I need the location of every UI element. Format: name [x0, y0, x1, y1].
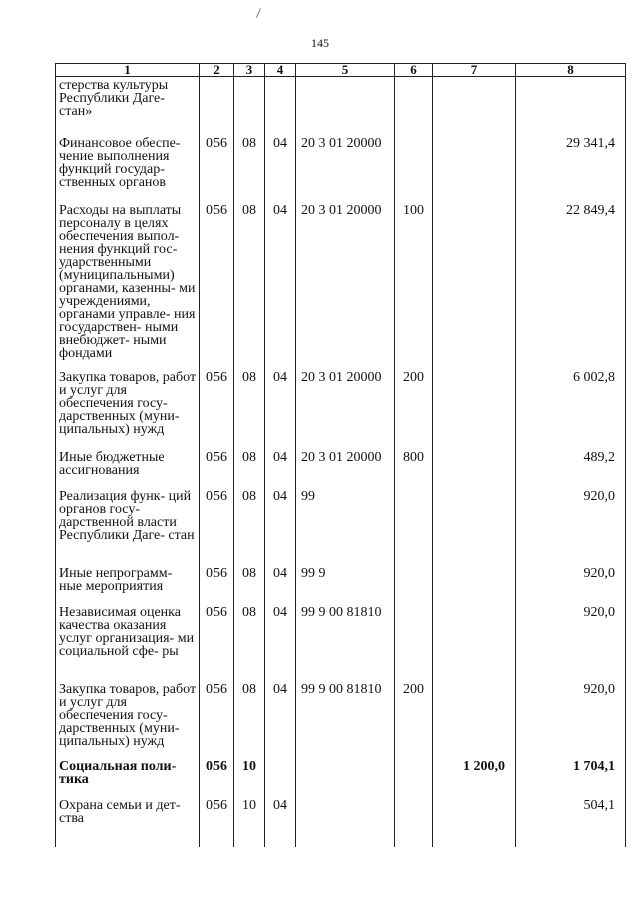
- cell-admin-code: 056: [200, 130, 234, 197]
- cell-expense-type: 200: [395, 364, 433, 444]
- cell-section: 08: [234, 560, 265, 599]
- header-col-5: 5: [296, 64, 395, 77]
- header-col-8: 8: [516, 64, 626, 77]
- cell-admin-code: [200, 77, 234, 130]
- cell-subsection: 04: [265, 599, 296, 676]
- cell-expense-type: [395, 753, 433, 792]
- cell-amount-7: [433, 599, 516, 676]
- header-col-7: 7: [433, 64, 516, 77]
- page-number: 145: [311, 36, 329, 50]
- table-row: [56, 753, 626, 792]
- budget-table: [55, 63, 626, 847]
- cell-amount-7: [433, 364, 516, 444]
- row-description: Закупка товаров, работ и услуг для обеспечения госу- дарственных (муни- ципальных) нужд: [56, 364, 200, 444]
- cell-amount-8: 504,1: [516, 792, 626, 847]
- cell-subsection: 04: [265, 364, 296, 444]
- cell-target-article: 99 9 00 81810: [296, 599, 395, 676]
- cell-admin-code: 056: [200, 599, 234, 676]
- cell-section: 10: [234, 792, 265, 847]
- row-description: Иные бюджетные ассигнования: [56, 444, 200, 483]
- cell-expense-type: 800: [395, 444, 433, 483]
- cell-section: 08: [234, 483, 265, 560]
- row-description: Независимая оценка качества оказания услуг организация- ми социальной сфе- ры: [56, 599, 200, 676]
- header-col-6: 6: [395, 64, 433, 77]
- cell-amount-7: [433, 77, 516, 130]
- table-row: [56, 560, 626, 599]
- table-row: [56, 676, 626, 753]
- cell-amount-8: 1 704,1: [516, 753, 626, 792]
- cell-subsection: [265, 753, 296, 792]
- cell-target-article: 99 9 00 81810: [296, 676, 395, 753]
- cell-amount-7: [433, 130, 516, 197]
- cell-subsection: [265, 77, 296, 130]
- cell-amount-8: 920,0: [516, 599, 626, 676]
- table-row: [56, 197, 626, 364]
- row-description: Закупка товаров, работ и услуг для обеспечения госу- дарственных (муни- ципальных) нужд: [56, 676, 200, 753]
- cell-section: 08: [234, 197, 265, 364]
- cell-subsection: 04: [265, 560, 296, 599]
- cell-section: 10: [234, 753, 265, 792]
- cell-subsection: 04: [265, 676, 296, 753]
- row-description: стерства культуры Республики Даге- стан»: [56, 77, 200, 130]
- header-col-1: 1: [56, 64, 200, 77]
- cell-admin-code: 056: [200, 753, 234, 792]
- header-col-3: 3: [234, 64, 265, 77]
- cell-target-article: 20 3 01 20000: [296, 444, 395, 483]
- cell-admin-code: 056: [200, 560, 234, 599]
- cell-section: 08: [234, 130, 265, 197]
- table-row: [56, 130, 626, 197]
- cell-amount-8: 22 849,4: [516, 197, 626, 364]
- header-col-4: 4: [265, 64, 296, 77]
- cell-amount-7: [433, 483, 516, 560]
- scan-mark: [256, 8, 261, 17]
- table-row: [56, 77, 626, 130]
- cell-amount-8: 920,0: [516, 483, 626, 560]
- table-row: [56, 599, 626, 676]
- cell-admin-code: 056: [200, 364, 234, 444]
- cell-admin-code: 056: [200, 792, 234, 847]
- cell-admin-code: 056: [200, 676, 234, 753]
- cell-subsection: 04: [265, 130, 296, 197]
- cell-amount-8: 6 002,8: [516, 364, 626, 444]
- cell-admin-code: 056: [200, 197, 234, 364]
- cell-section: [234, 77, 265, 130]
- cell-amount-7: [433, 792, 516, 847]
- row-description: Социальная поли- тика: [56, 753, 200, 792]
- cell-target-article: [296, 77, 395, 130]
- cell-amount-8: 920,0: [516, 676, 626, 753]
- cell-admin-code: 056: [200, 483, 234, 560]
- cell-target-article: [296, 792, 395, 847]
- table-row: [56, 792, 626, 847]
- cell-section: 08: [234, 444, 265, 483]
- cell-expense-type: [395, 130, 433, 197]
- cell-subsection: 04: [265, 483, 296, 560]
- table-row: [56, 483, 626, 560]
- cell-expense-type: [395, 560, 433, 599]
- row-description: Расходы на выплаты персоналу в целях обеспечения выпол- нения функций гос- ударственными (муниципальными) органами, казенны- ми учреждениями, органами управле- ния государствен- ными внебюджет- ными фондами: [56, 197, 200, 364]
- cell-admin-code: 056: [200, 444, 234, 483]
- row-description: Охрана семьи и дет- ства: [56, 792, 200, 847]
- cell-amount-7: [433, 444, 516, 483]
- cell-section: 08: [234, 364, 265, 444]
- cell-target-article: 20 3 01 20000: [296, 130, 395, 197]
- cell-target-article: 99: [296, 483, 395, 560]
- cell-target-article: [296, 753, 395, 792]
- row-description: Финансовое обеспе- чение выполнения функций государ- ственных органов: [56, 130, 200, 197]
- cell-section: 08: [234, 599, 265, 676]
- row-description: Иные непрограмм- ные мероприятия: [56, 560, 200, 599]
- cell-subsection: 04: [265, 197, 296, 364]
- cell-expense-type: [395, 792, 433, 847]
- cell-target-article: 20 3 01 20000: [296, 364, 395, 444]
- header-col-2: 2: [200, 64, 234, 77]
- cell-target-article: 20 3 01 20000: [296, 197, 395, 364]
- table-row: [56, 364, 626, 444]
- cell-amount-7: [433, 560, 516, 599]
- cell-expense-type: [395, 483, 433, 560]
- cell-expense-type: [395, 599, 433, 676]
- cell-amount-7: 1 200,0: [433, 753, 516, 792]
- cell-amount-8: 920,0: [516, 560, 626, 599]
- cell-expense-type: 100: [395, 197, 433, 364]
- cell-subsection: 04: [265, 444, 296, 483]
- cell-amount-8: [516, 77, 626, 130]
- cell-section: 08: [234, 676, 265, 753]
- cell-target-article: 99 9: [296, 560, 395, 599]
- cell-subsection: 04: [265, 792, 296, 847]
- cell-expense-type: 200: [395, 676, 433, 753]
- table-header-row: [56, 64, 626, 77]
- row-description: Реализация функ- ций органов госу- дарственной власти Республики Даге- стан: [56, 483, 200, 560]
- table-row: [56, 444, 626, 483]
- cell-amount-7: [433, 197, 516, 364]
- cell-expense-type: [395, 77, 433, 130]
- cell-amount-8: 29 341,4: [516, 130, 626, 197]
- cell-amount-7: [433, 676, 516, 753]
- cell-amount-8: 489,2: [516, 444, 626, 483]
